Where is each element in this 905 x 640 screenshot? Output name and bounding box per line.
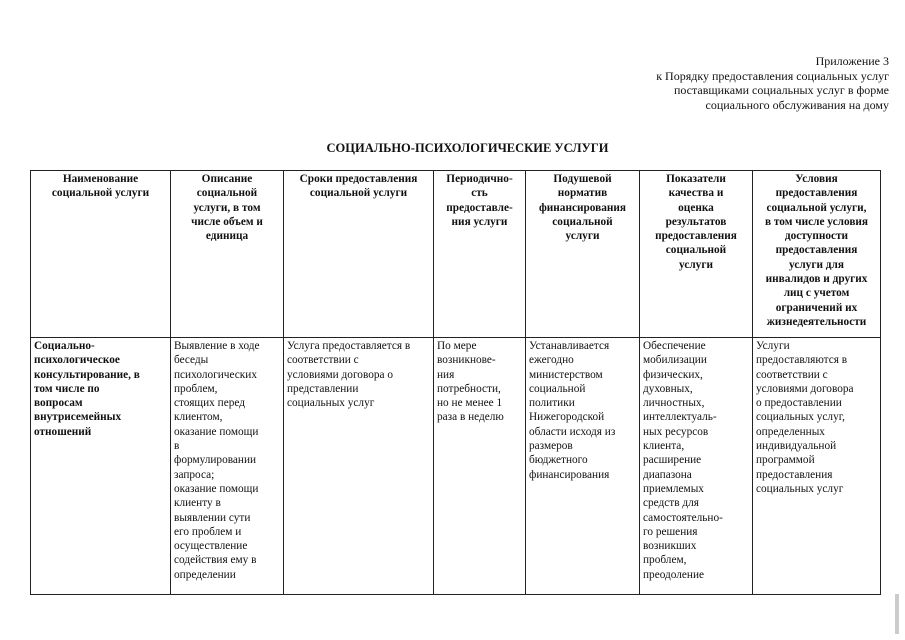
appendix-line-2: к Порядку предоставления социальных услуг bbox=[656, 68, 889, 83]
appendix-note bbox=[656, 54, 889, 112]
cell-quality: Обеспечение мобилизации физических, духовных, личностных, интеллектуаль- ных ресурсов клиента, расширение диапазона приемлемых средств для самостоятельно- го решения возникших проблем, преодоление bbox=[640, 338, 753, 595]
header-financing: Подушевой норматив финансирования социальной услуги bbox=[526, 171, 640, 338]
document-title: СОЦИАЛЬНО-ПСИХОЛОГИЧЕСКИЕ УСЛУГИ bbox=[326, 141, 609, 155]
table-header-row bbox=[31, 171, 881, 338]
header-quality: Показатели качества и оценка результатов предоставления социальной услуги bbox=[640, 171, 753, 338]
cell-frequency: По мере возникнове- ния потребности, но не менее 1 раза в неделю bbox=[434, 338, 526, 595]
header-service-name: Наименование социальной услуги bbox=[31, 171, 171, 338]
cell-description: Выявление в ходе беседы психологических проблем, стоящих перед клиентом, оказание помощи в формулировании запроса; оказание помощи клиенту в выявлении сути его проблем и осуществление содействия ему в определении bbox=[171, 338, 284, 595]
cell-terms: Услуга предоставляется в соответствии с условиями договора о представлении социальных услуг bbox=[284, 338, 434, 595]
scan-edge-mark bbox=[895, 594, 899, 634]
cell-financing: Устанавливается ежегодно министерством социальной политики Нижегородской области исходя из размеров бюджетного финансирования bbox=[526, 338, 640, 595]
table-row bbox=[31, 338, 881, 595]
cell-service-name: Социально- психологическое консультирование, в том числе по вопросам внутрисемейных отношений bbox=[31, 338, 171, 595]
header-description: Описание социальной услуги, в том числе объем и единица bbox=[171, 171, 284, 338]
services-table bbox=[30, 170, 881, 595]
appendix-line-1: Приложение 3 bbox=[815, 54, 889, 68]
header-conditions: Условия предоставления социальной услуги, в том числе условия доступности предоставления услуги для инвалидов и других лиц с учетом ограничений их жизнедеятельности bbox=[753, 171, 881, 338]
header-terms: Сроки предоставления социальной услуги bbox=[284, 171, 434, 338]
header-frequency: Периодично- сть предоставле- ния услуги bbox=[434, 171, 526, 338]
cell-conditions: Услуги предоставляются в соответствии с условиями договора о предоставлении социальных услуг, определенных индивидуальной программой предоставления социальных услуг bbox=[753, 338, 881, 595]
appendix-line-4: социального обслуживания на дому bbox=[705, 97, 889, 112]
appendix-line-3: поставщиками социальных услуг в форме bbox=[673, 83, 889, 97]
